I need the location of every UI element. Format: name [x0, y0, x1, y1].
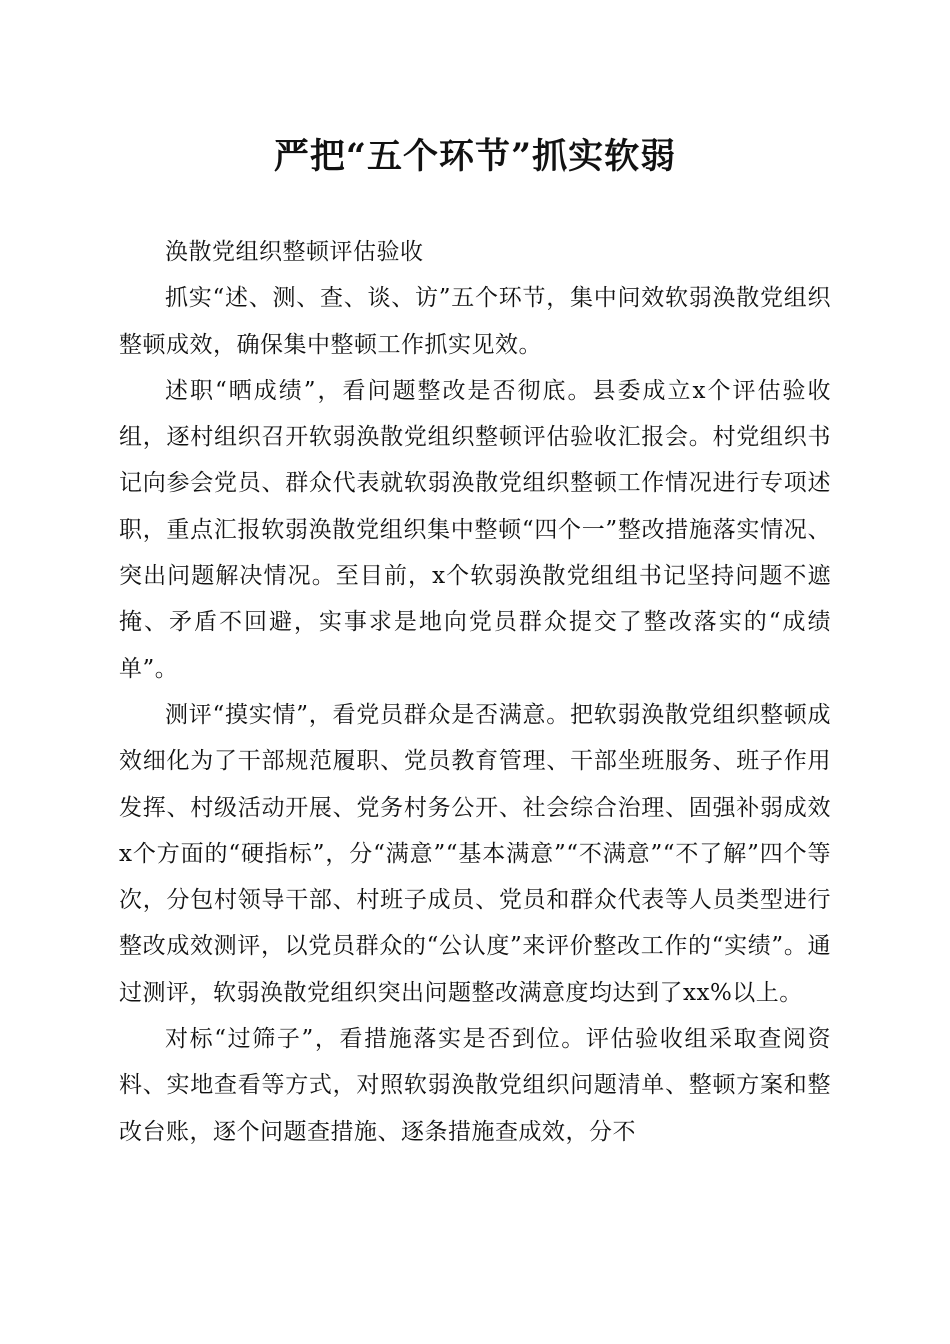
document-title: 严把“五个环节”抓实软弱 — [273, 136, 677, 177]
document-body — [119, 229, 831, 1155]
paragraph-report: 述职“晒成绩”，看问题整改是否彻底。县委成立x个评估验收组，逐村组织召开软弱涣散党组织整顿评估验收汇报会。村党组织书记向参会党员、群众代表就软弱涣散党组织整顿工作情况进行专项述职，重点汇报软弱涣散党组织集中整顿“四个一”整改措施落实情况、突出问题解决情况。至目前，x个软弱涣散党组组书记坚持问题不遮掩、矛盾不回避，实事求是地向党员群众提交了整改落实的“成绩单”。 — [119, 377, 831, 682]
paragraph-evaluation: 测评“摸实情”，看党员群众是否满意。把软弱涣散党组织整顿成效细化为了干部规范履职、党员教育管理、干部坐班服务、班子作用发挥、村级活动开展、党务村务公开、社会综合治理、固强补弱成效x个方面的“硬指标”，分“满意”“基本满意”“不满意”“不了解”四个等次，分包村领导干部、村班子成员、党员和群众代表等人员类型进行整改成效测评，以党员群众的“公认度”来评价整改工作的“实绩”。通过测评，软弱涣散党组织突出问题整改满意度均达到了xx%以上。 — [119, 701, 831, 1006]
paragraph-intro: 抓实“述、测、查、谈、访”五个环节，集中问效软弱涣散党组织整顿成效，确保集中整顿工作抓实见效。 — [119, 285, 831, 358]
paragraph-benchmark: 对标“过筛子”，看措施落实是否到位。评估验收组采取查阅资料、实地查看等方式，对照软弱涣散党组织问题清单、整顿方案和整改台账，逐个问题查措施、逐条措施查成效，分不 — [119, 1026, 831, 1145]
document-subtitle: 涣散党组织整顿评估验收 — [165, 239, 424, 265]
